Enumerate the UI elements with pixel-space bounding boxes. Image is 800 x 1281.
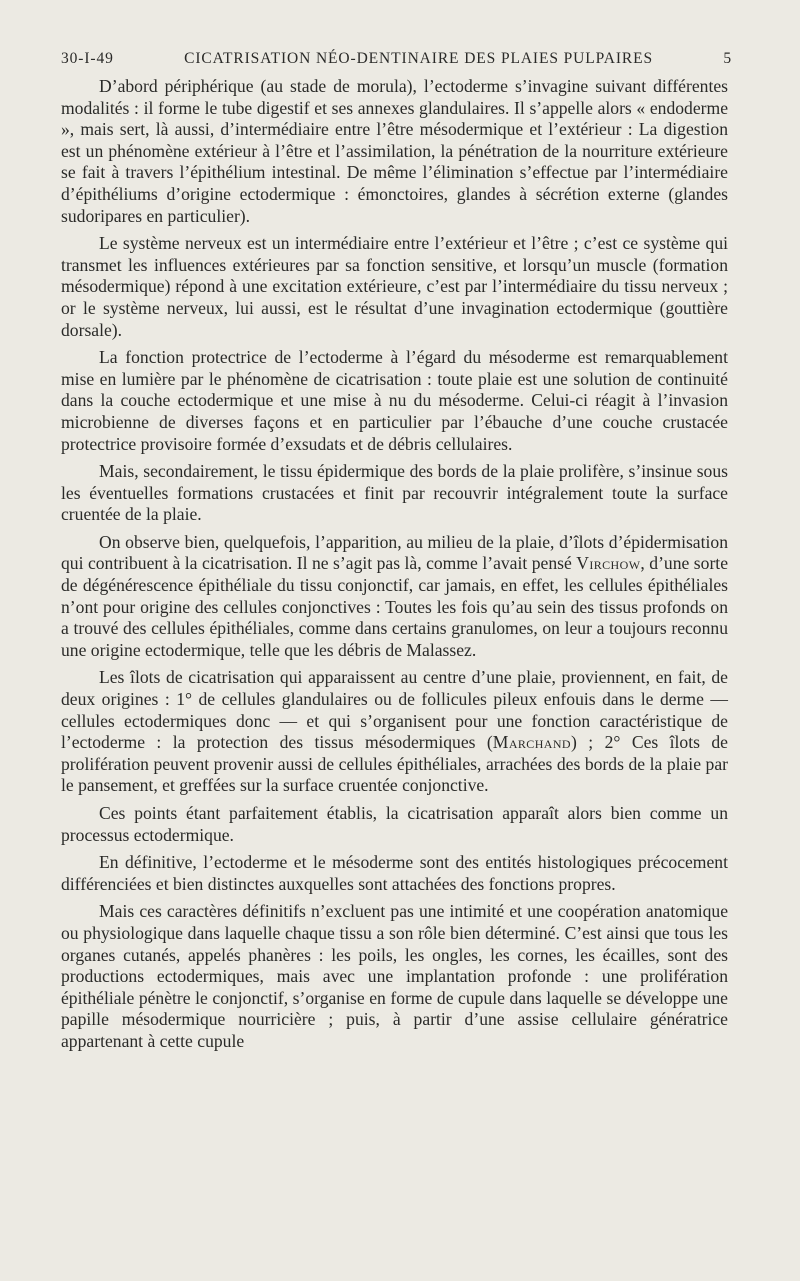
- body-text: [61, 76, 728, 1053]
- paragraph: Le système nerveux est un intermédiaire entre l’extérieur et l’être ; c’est ce système qui transmet les influences extérieures par sa fonction sensitive, et lorsqu’un muscle (formation mésodermique) répond à une excitation extérieure, c’est par l’intermédiaire du tissu nerveux ; or le système nerveux, lui aussi, est le résultat d’une invagination ectodermique (gouttière dorsale).: [61, 233, 728, 340]
- running-header: [61, 50, 732, 68]
- paragraph: Mais ces caractères définitifs n’excluent pas une intimité et une coopération anatomique ou physiologique dans laquelle chaque tissu a son rôle bien déterminé. C’est ainsi que tous les organes cutanés, appelés phanères : les poils, les ongles, les cornes, les écailles, sont des productions ectodermiques, mais avec une implantation profonde : une prolifération épithéliale pénètre le conjonctif, s’organise en forme de cupule dans laquelle se développe une papille mésodermique nourricière ; puis, à partir d’une assise cellulaire génératrice appartenant à cette cupule: [61, 901, 728, 1051]
- author-name: Marchand: [492, 732, 571, 753]
- author-name: Virchow: [576, 553, 641, 574]
- paragraph: D’abord périphérique (au stade de morula), l’ectoderme s’invagine suivant différentes modalités : il forme le tube digestif et ses annexes glandulaires. Il s’appelle alors « endoderme », mais sert, là aussi, d’intermédiaire entre l’être mésodermique et l’extérieur : La digestion est un phénomène extérieur à l’être et l’assimilation, la pénétration de la nourriture extérieure se fait à travers l’épithélium intestinal. De même l’élimination s’effectue par l’intermédiaire d’épithéliums d’origine ectodermique : émonctoires, glandes à sécrétion externe (glandes sudoripares en particulier).: [61, 76, 728, 226]
- paragraph: Ces points étant parfaitement établis, la cicatrisation apparaît alors bien comme un processus ectodermique.: [61, 803, 728, 845]
- paragraph: En définitive, l’ectoderme et le mésoderme sont des entités histologiques précocement différenciées et bien distinctes auxquelles sont attachées des fonctions propres.: [61, 852, 728, 894]
- text-run: Les îlots de cicatrisation qui apparaissent au centre d’une plaie, proviennent, en fait, de deux origines : 1° de cellules glandulaires ou de follicules pileux enfouis dans le derme — cellules ectodermiques donc — et qui s’organisent pour une fonction caractéristique de l’ectoderme : la protection des tissus mésodermiques (: [61, 667, 728, 753]
- text-run: ) ; 2° Ces îlots de prolifération peuvent provenir aussi de cellules épithéliales, arrachées des bords de la plaie par le pansement, et greffées sur la surface cruentée conjonctive.: [61, 732, 728, 796]
- header-title: CICATRISATION NÉO-DENTINAIRE DES PLAIES PULPAIRES: [184, 50, 654, 67]
- header-reference: 30-I-49: [61, 50, 114, 67]
- paragraph: Mais, secondairement, le tissu épidermique des bords de la plaie prolifère, s’insinue sous les éventuelles formations crustacées et finit par recouvrir intégralement toute la surface cruentée de la plaie.: [61, 461, 728, 525]
- paragraph: [61, 532, 728, 662]
- text-run: On observe bien, quelquefois, l’apparition, au milieu de la plaie, d’îlots d’épidermisation qui contribuent à la cicatrisation. Il ne s’agit pas là, comme l’avait pensé: [61, 531, 728, 574]
- paragraph: La fonction protectrice de l’ectoderme à l’égard du mésoderme est remarquablement mise en lumière par le phénomène de cicatrisation : toute plaie est une solution de continuité dans la couche ectodermique et une mise à nu du mésoderme. Celui-ci réagit à l’invasion microbienne de diverses façons et en particulier par l’ébauche d’une couche crustacée protectrice provisoire formée d’exsudats et de débris cellulaires.: [61, 347, 728, 454]
- page-number: 5: [723, 50, 732, 67]
- paragraph: [61, 667, 728, 797]
- text-run: , d’une sorte de dégénérescence épithéliale du tissu conjonctif, car jamais, en effet, les cellules épithéliales n’ont pour origine des cellules conjonctives : Toutes les fois qu’au sein des tissus profonds on a trouvé des cellules épithéliales, comme dans certains granulomes, on leur a toujours reconnu une origine ectodermique, telle que les débris de Malassez.: [61, 553, 728, 660]
